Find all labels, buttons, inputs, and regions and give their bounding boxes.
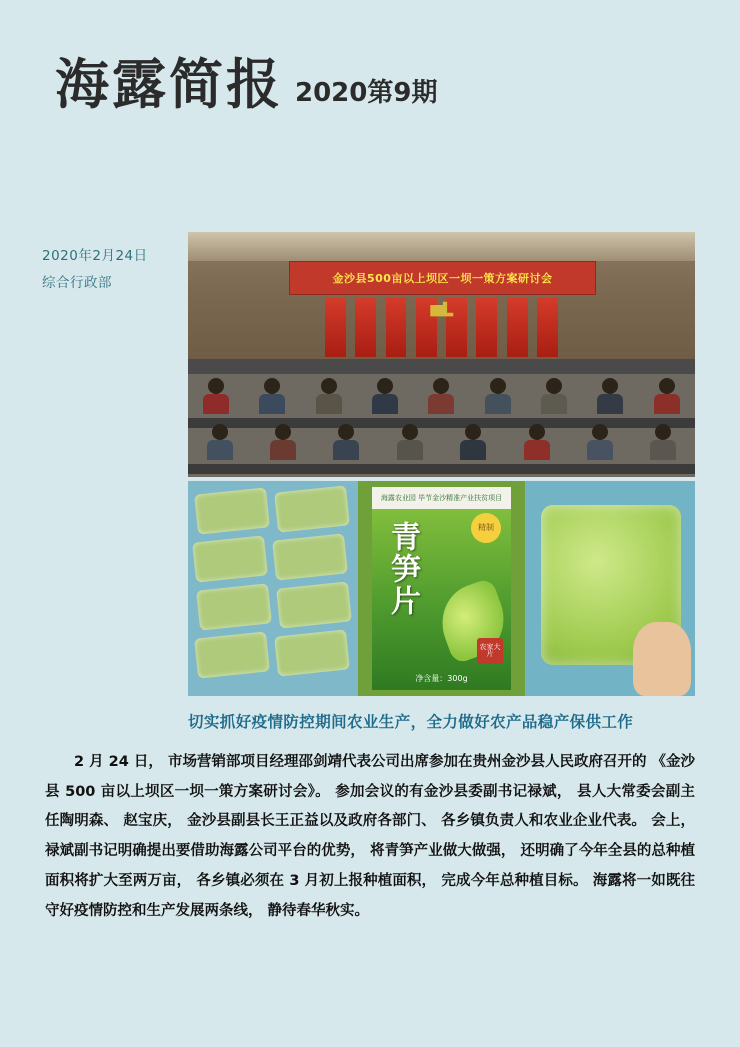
meeting-photo [188, 232, 695, 477]
flag [507, 298, 528, 357]
package-badge: 精制 [471, 513, 501, 543]
meeting-banner [289, 261, 595, 295]
package-net-weight: 净含量：300g [415, 674, 468, 683]
flag [325, 298, 346, 357]
flag [537, 298, 558, 357]
flag [446, 298, 467, 357]
meeting-banner-text: 金沙县500亩以上坝区一坝一策方案研讨会 [332, 272, 553, 286]
product-photo-right [525, 481, 695, 696]
product-photo-strip [188, 481, 695, 696]
product-photo-center [358, 481, 525, 696]
issue-label: 2020第9期 [295, 78, 438, 108]
audience-area [188, 374, 695, 477]
flag [476, 298, 497, 357]
package-seal: 农家大片 [477, 638, 503, 664]
flag [355, 298, 376, 357]
package-brand-text: 海露农业园 毕节金沙精准产业扶贫项目 [380, 494, 503, 502]
page-title: 海露简报 [55, 53, 283, 116]
department-name: 综合行政部 [42, 275, 112, 291]
package-brand-strip [372, 487, 511, 509]
package-product-name: 青笋片 [385, 521, 420, 617]
meta-column [42, 243, 182, 297]
flag [386, 298, 407, 357]
article-body: 2 月 24 日， 市场营销部项目经理邵剑靖代表公司出席参加在贵州金沙县人民政府召开的 《金沙县 500 亩以上坝区一坝一策方案研讨会》。 参加会议的有金沙县委副书记禄斌， 县人大常委会副主任陶明森、 赵宝庆， 金沙县副县长王正益以及政府各部门、 各乡镇负责人和农业企业代表。 会上， 禄斌副书记明确提出要借助海露公司平台的优势， 将青笋产业做大做强， 还明确了今年全县的总种植面积将扩大至两万亩， 各乡镇必须在 3 月初上报种植面积， 完成今年总种植目标。 海露将一如既往守好疫情防控和生产发展两条线， 静待春华秋实。 [45, 754, 696, 919]
publication-date: 2020年2月24日 [42, 248, 148, 264]
meeting-ceiling [188, 232, 695, 261]
article-headline: 切实抓好疫情防控期间农业生产，全力做好农产品稳产保供工作 [188, 713, 634, 731]
product-photo-left [188, 481, 358, 696]
masthead [55, 53, 438, 116]
hand [633, 622, 691, 696]
product-package [372, 487, 511, 690]
